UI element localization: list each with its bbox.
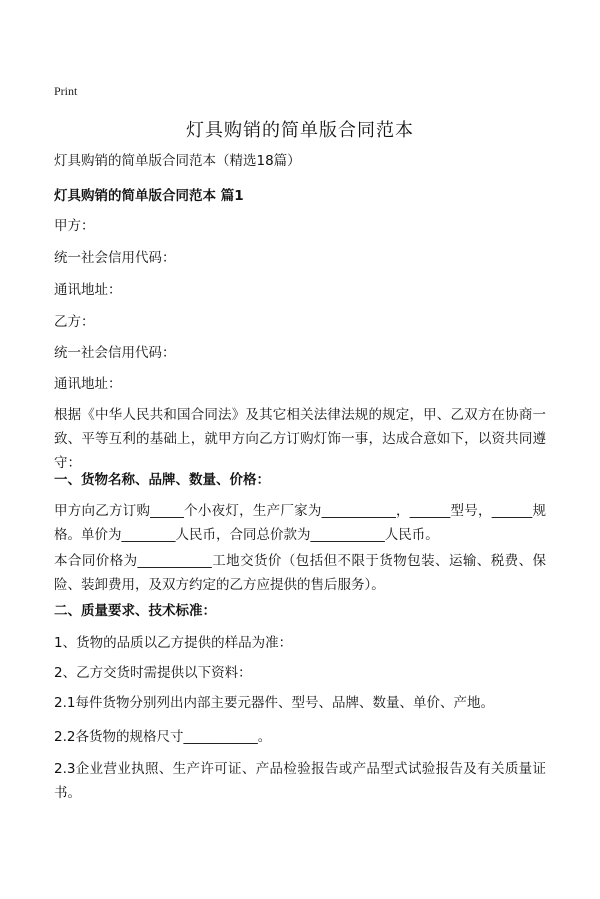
print-label: Print: [54, 84, 78, 98]
document-title: 灯具购销的简单版合同范本: [186, 120, 414, 141]
party-b-line: 乙方：: [54, 314, 95, 330]
party-a-credit-line: 统一社会信用代码：: [54, 250, 176, 266]
heading-goods: 一、货物名称、品牌、数量、价格：: [54, 472, 270, 488]
heading-quality: 二、质量要求、技术标准：: [54, 603, 216, 619]
section-heading: 灯具购销的简单版合同范本 篇1: [54, 188, 244, 204]
item-2-1: 2.1每件货物分别列出内部主要元器件、型号、品牌、数量、单价、产地。: [54, 695, 494, 711]
party-b-credit-line: 统一社会信用代码：: [54, 345, 176, 361]
party-a-line: 甲方：: [54, 218, 95, 234]
clause-price-paragraph: 本合同价格为___________工地交货价（包括但不限于货物包装、运输、税费、保险、装卸费用，及双方约定的乙方应提供的售后服务）。: [54, 553, 546, 593]
item-2: 2、乙方交货时需提供以下资料：: [54, 665, 252, 681]
clause-order-paragraph: 甲方向乙方订购_____个小夜灯，生产厂家为___________，______型号，______规格。单价为________人民币，合同总价款为___________人民币。: [54, 503, 546, 543]
item-2-3: 2.3企业营业执照、生产许可证、产品检验报告或产品型式试验报告及有关质量证书。: [54, 761, 546, 801]
party-a-address-line: 通讯地址：: [54, 282, 122, 298]
document-subtitle: 灯具购销的简单版合同范本（精选18篇）: [54, 153, 301, 169]
item-2-2: 2.2各货物的规格尺寸___________。: [54, 729, 272, 745]
intro-paragraph: 根据《中华人民共和国合同法》及其它相关法律法规的规定，甲、乙双方在协商一致、平等互利的基础上，就甲方向乙方订购灯饰一事，达成合意如下，以资共同遵守：: [54, 407, 546, 471]
item-1: 1、货物的品质以乙方提供的样品为准：: [54, 635, 293, 651]
party-b-address-line: 通讯地址：: [54, 376, 122, 392]
